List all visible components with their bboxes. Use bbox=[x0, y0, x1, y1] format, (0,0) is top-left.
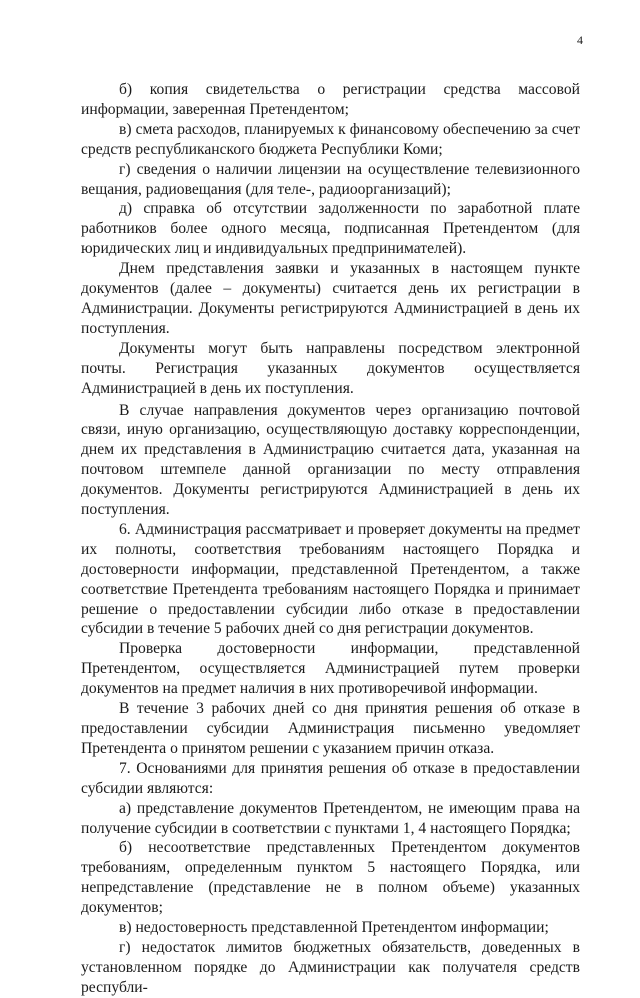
paragraph-14: в) недостоверность представленной Претендентом информации; bbox=[119, 919, 549, 937]
paragraph-4: д) справка об отсутствии задолженности по заработной плате работников более одного месяца, подписанная Претендентом (для юридических лиц и индивидуальных предпринимателей). bbox=[81, 200, 580, 258]
paragraph-2: в) смета расходов, планируемых к финансовому обеспечению за счет средств республиканского бюджета Республики Коми; bbox=[81, 120, 580, 158]
paragraph-9: Проверка достоверности информации, представленной Претендентом, осуществляется Администрацией путем проверки документов на предмет наличия в них противоречивой информации. bbox=[81, 640, 580, 698]
paragraph-12: а) представление документов Претендентом, не имеющим права на получение субсидии в соответствии с пунктами 1, 4 настоящего Порядка; bbox=[81, 799, 580, 837]
paragraph-3: г) сведения о наличии лицензии на осуществление телевизионного вещания, радиовещания (для теле-, радиоорганизаций); bbox=[81, 160, 580, 198]
paragraph-6: Документы могут быть направлены посредством электронной почты. Регистрация указанных документов осуществляется Администрацией в день их поступления. bbox=[81, 339, 580, 397]
paragraph-8: 6. Администрация рассматривает и проверяет документы на предмет их полноты, соответствия требованиям настоящего Порядка и достоверности информации, представленной Претендентом, а также соответствие Претендента требованиям настоящего Порядка и принимает решение о предоставлении субсидии либо отказе в предоставлении субсидии в течение 5 рабочих дней со дня регистрации документов. bbox=[81, 520, 580, 638]
paragraph-13: б) несоответствие представленных Претендентом документов требованиям, определенным пунктом 5 настоящего Порядка, или непредставление (представление не в полном объеме) указанных документов; bbox=[81, 839, 580, 917]
paragraph-11: 7. Основаниями для принятия решения об отказе в предоставлении субсидии являются: bbox=[81, 759, 580, 797]
paragraph-15: г) недостаток лимитов бюджетных обязательств, доведенных в установленном порядке до Администрации как получателя средств республи- bbox=[81, 938, 580, 996]
paragraph-7: В случае направления документов через организацию почтовой связи, иную организацию, осуществляющую доставку корреспонденции, днем их представления в Администрацию считается дата, указанная на почтовом штемпеле данной организации по месту отправления документов. Документы регистрируются Администрацией в день их поступления. bbox=[81, 401, 580, 519]
page-number: 4 bbox=[577, 33, 583, 47]
paragraph-1: б) копия свидетельства о регистрации средства массовой информации, заверенная Претендентом; bbox=[81, 81, 580, 118]
paragraph-10: В течение 3 рабочих дней со дня принятия решения об отказе в предоставлении субсидии Администрация письменно уведомляет Претендента о принятом решении с указанием причин отказа. bbox=[81, 700, 580, 757]
document-body bbox=[81, 80, 580, 998]
paragraph-5: Днем представления заявки и указанных в настоящем пункте документов (далее – документы) считается день их регистрации в Администрации. Документы регистрируются Администрацией в день их поступления. bbox=[81, 260, 580, 337]
